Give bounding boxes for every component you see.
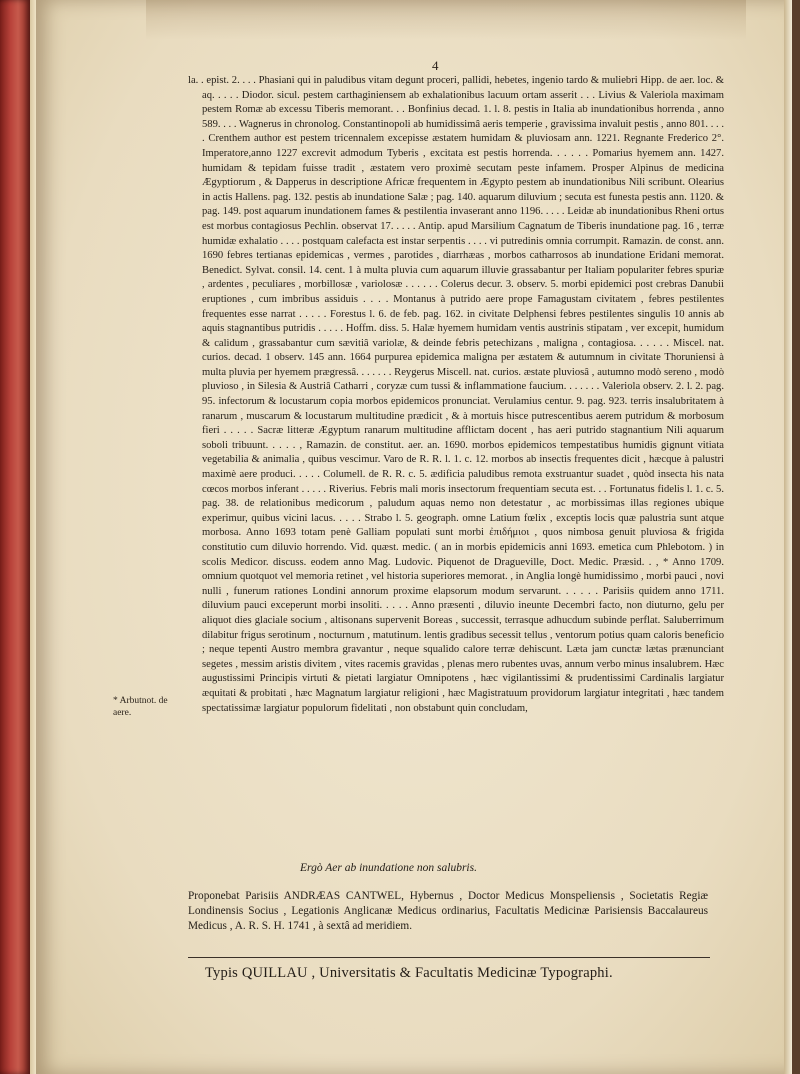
conclusion-line: Ergò Aer ab inundatione non salubris. [300, 862, 477, 874]
printer-imprint: Typis QUILLAU , Universitatis & Facultatis Medicinæ Typographi. [205, 965, 613, 981]
page-number: 4 [432, 58, 439, 73]
proponent-paragraph: Proponebat Parisiis ANDRÆAS CANTWEL, Hybernus , Doctor Medicus Monspeliensis , Societatis Regiæ Londinensis Socius , Legationis Anglicanæ Medicus ordinarius, Facultatis Medicinæ Parisiensis Baccalaureus Medicus , A. R. S. H. 1741 , à sextâ ad meridiem. [188, 890, 708, 932]
horizontal-rule [188, 957, 710, 958]
page-stain [146, 0, 746, 40]
page-right-edge [784, 0, 792, 1074]
book-binding [0, 0, 30, 1074]
main-text-block: la. . epist. 2. . . . Phasiani qui in paludibus vitam degunt proceri, pallidi, hebetes, ingenio tardo & muliebri Hipp. de aer. loc. & aq. . . . . Diodor. sicul. pestem carthaginiensem ab exhalationibus lacuum ortam asserit . . . Livius & Valeriola maximam pestem Romæ ab excessu Tiberis memorant. . . Bonfinius decad. 1. l. 8. pestis in Italia ab inundationibus horrenda , anno 589. . . . Wagnerus in chronolog. Constantinopoli ab humidissimâ aeris temperie , gravissima invaluit pestis , anno 801. . . . . Crenthem author est pestem tricennalem excepisse æstatem humidam & pluviosam ann. 1221. Regnante Frederico 2°. Imperatore,anno 1227 excrevit admodum Tyberis , excitata est pestis horrenda. . . . . . Pomarius hyemem ann. 1427. humidam & tepidam fuisse tradit , æstatem vero proximè secutam peste infamem. Prosper Alpinus de medicina Ægyptiorum , & Dapperus in descriptione Africæ frequentem in Ægypto pestem ab inundationibus Nili scribunt. Olearius in actis Hallens. pag. 132. pestis ab inundatione Salæ ; pag. 140. aquarum diluvium ; secuta est funesta pestis ann. 1120. & pag. 149. post aquarum inundationem fames & pestilentia invaserant anno 1196. . . . . Leidæ ab inundationibus Rheni ortus est morbus contagiosus Pechlin. observat 17. . . . . Antip. apud Marsilium Cagnatum de Tiberis inundatione pag. 16 , terræ humidæ exhalatio . . . . postquam calefacta est instar serpentis . . . . vi putredinis omnia corrumpit. Ramazin. de const. ann. 1690 febres tertianas epidemicas , vermes , parotides , diarrhæas , morbos catharrosos ab inundatione Eridani memorat. Benedict. Sylvat. consil. 14. cent. 1 à multa pluvia cum aquarum illuvie grassabantur per Italiam populariter febres spuriæ , ardentes , peculiares , morbillosæ , variolosæ . . . . . . Colerus decur. 3. observ. 5. morbi epidemici post crebras Danubii eruptiones , cum imbribus assiduis . . . . Montanus à putrido aere prope Famagustam civitatem , febres pestilentes frequentes esse narrat . . . . . Forestus l. 6. de feb. pag. 162. in civitate Delphensi febres pestilentes singulis 10 annis ab aquis stagnantibus putridis . . . . . Hoffm. diss. 5. Halæ hyemem humidam ventis austrinis stipatam , ver excepit, humidum & calidum , grassabantur cum sævitiâ variolæ, & deinde febris petechizans , maligna , contagiosa. . . . . . Miscel. nat. curios. decad. 1 observ. 145 ann. 1664 purpurea epidemica maligna per æstatem & autumnum in civitate Thoruniensi à multa pluvia per hyemem prægressâ. . . . . . . Reygerus Miscell. nat. curios. æstate pluviosâ , autumno modò sereno , modò pluvioso , in Silesia & Austriâ Catharri , coryzæ cum tussi & inflammatione faucium. . . . . . . Valeriola observ. 2. l. 2. pag. 95. infectorum & locustarum copia morbos epidemicos pronunciat. Verulamius centur. 9. pag. 923. terris insalubritatem à ranarum , muscarum & locustarum multitudine prædicit , & à mortuis hisce putrescentibus aerem putridum & morbosum fieri . . . . . Sacræ litteræ Ægyptum ranarum multitudine afflictam docent , has aeri putrido stagnantium Nili aquarum soboli tribuunt. . . . . , Ramazin. de constitut. aer. an. 1690. morbos epidemicos tempestatibus humidis gignunt vitiata vegetabilia & animalia , quibus vescimur. Varo de R. R. l. 1. c. 12. morbos ab insectis frequentes dicit , hæcque à palustri maximè aere produci. . . . . Columell. de R. R. c. 5. ædificia paludibus remota exstruantur suadet , quòd insecta his nata cœcos morbos inferant . . . . . Riverius. Febris mali moris insectorum frequentiam secuta est. . . Fortunatus fidelis l. 1. c. 5. pag. 38. de relationibus medicorum , paludum aquas nemo non detestatur , ac morbissimas illas regiones ubique experimur, quibus vicini lacus. . . . . Strabo l. 5. geograph. omne Latium fœlix , exceptis locis quæ palustria sunt atque morbosa. Anno 1693 totam penè Galliam populati sunt morbi ἐπιδήμιοι , quos nimbosa genuit pluviosa & frigida constitutio cum diluvio horrendo. Vid. quæst. medic. ( an in morbis epidemicis anni 1693. emetica cum Phlebotom. ) in scolis Medicor. discuss. eodem anno Mag. Ludovic. Piquenot de Dragueville, Doct. Medic. Præsid. . , * Anno 1709. omnium quotquot vel memoria retinet , vel historia superiores memorat. , in Anglia longè humidissimo , morbi pauci , novi nulli , funerum rationes Londini annorum proxime elapsorum modum servarunt. . . . . . Parisiis quidem anno 1711. diluvium pauci exceperunt morbi insoliti. . . . . Anno præsenti , diluvio ineunte Decembri facto, non diuturno, gelu per aliquot dies glaciale socium , altisonans supervenit Boreas , successit, terrasque adhucdum subinde perflat. Saluberrimum dilabitur frigus serotinum , nocturnum , matutinum. lentis gradibus secessit tellus , ventorum potius quam caloris beneficio ; neque tepenti Austro membra gravantur , neque squalido calore terræ dehiscunt. Læta jam cunctæ lætas prænunciant segetes , messim aristis divitem , vites racemis gravidas , plenas mero rubentes uvas, annum verbo minus insalubrem. Hæc augustissimi Principis virtuti & pietati largiatur Omnipotens , hæc vigilantissimi & prudentissimi Cardinalis largiatur æquitati & probitati , hæc Magnatum largiatur religioni , hæc Magistratuum providorum largiatur integritati , hæc tandem spectatissimæ largiatur populorum fidelitati , non obstabunt quin concludam, [188, 75, 724, 714]
margin-note: * Arbutnot. de aere. [113, 696, 168, 718]
